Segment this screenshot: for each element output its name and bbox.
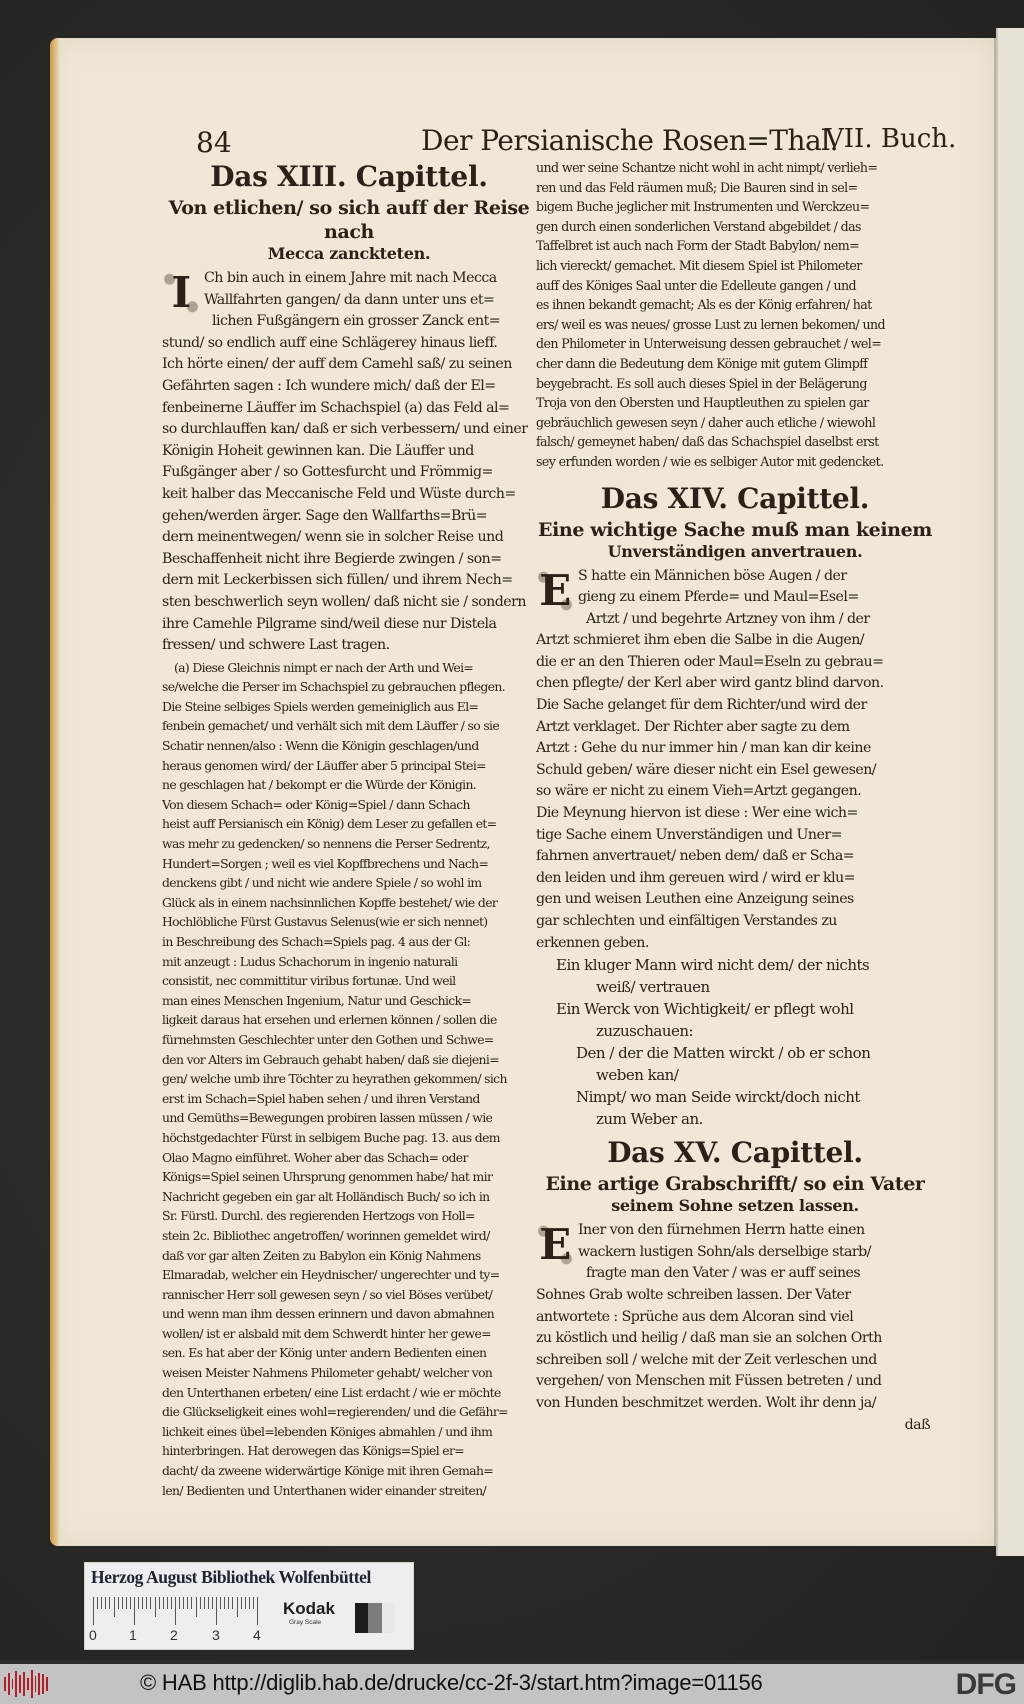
ruler-tick: [118, 1597, 119, 1609]
footnote-line: gebräuchlich gewesen seyn / daher auch etliche / wiewohl: [536, 414, 876, 430]
ruler-tick: [245, 1597, 246, 1609]
gray-patch-mid: [368, 1603, 381, 1633]
ruler-tick: [122, 1597, 123, 1609]
footnote-line: heist auff Persianisch ein König) dem Leser zu gefallen et=: [162, 816, 497, 832]
footnote-line: beygebracht. Es soll auch dieses Spiel in der Belägerung: [536, 375, 867, 391]
text-line: Schuld geben/ wäre dieser nicht ein Esel gewesen/: [536, 761, 877, 778]
footnote-line: Die Steine selbiges Spiels werden gemeiniglich aus El=: [162, 698, 479, 714]
text-line: Artzt : Gehe du nur immer hin / man kan dir keine: [536, 740, 871, 757]
footnote-line: hinterbringen. Hat derowegen das Königs=Spiel er=: [162, 1443, 464, 1459]
gray-patch-white: [382, 1603, 395, 1633]
text-line: Ich hörte einen/ der auff dem Camehl saß/ zu seinen: [162, 356, 512, 373]
footnote-line: man eines Menschen Ingenium, Natur und Geschick=: [162, 992, 472, 1008]
text-line: fressen/ und schwere Last tragen.: [162, 637, 390, 654]
ruler-tick: [224, 1597, 225, 1609]
footnote-line: Von diesem Schach= oder König=Spiel / dann Schach: [162, 796, 470, 812]
footnote-line: lich viereckt/ gemachet. Mit diesem Spiel ist Philometer: [536, 257, 862, 273]
verse-line: zuzuschauen:: [596, 1022, 694, 1041]
logo-bar: [35, 1676, 37, 1692]
ruler-tick: [196, 1597, 197, 1617]
text-line: gehen/werden ärger. Sage den Wallfarths=Brü=: [162, 507, 488, 524]
text-line: Artzt / und begehrte Artzney von ihm / der: [586, 610, 870, 627]
text-line: Beschaffenheit nicht ihre Begierde zwingen / son=: [162, 550, 502, 567]
footnote-line: Sr. Fürstl. Durchl. des regierenden Hertzogs von Holl=: [162, 1208, 475, 1224]
footnote-line: lichkeit eines übel=lebenden Königes abmahlen / und ihm: [162, 1423, 493, 1439]
logo-bar: [4, 1677, 6, 1691]
footnote-a: [162, 658, 536, 1501]
ruler-tick: [237, 1597, 238, 1617]
chapter-13-body: [162, 268, 536, 657]
footnote-line: ers/ weil es was neues/ grosse Lust zu lernen bekomen/ und: [536, 316, 885, 332]
footnote-line: Glück als in einem nachsinnlichen Kopffe bestehet/ wie der: [162, 894, 498, 910]
logo-bar: [46, 1677, 48, 1691]
text-line: keit halber das Meccanische Feld und Wüste durch=: [162, 485, 516, 502]
footnote-line: falsch/ gemeynet haben/ daß das Schachspiel daselbst erst: [536, 434, 879, 450]
text-line: antwortete : Sprüche aus dem Alcoran sind viel: [536, 1308, 854, 1325]
logo-bar: [12, 1679, 14, 1689]
chapter-13-title-line-2: Mecca zanckteten.: [267, 244, 431, 263]
ruler-tick: [101, 1597, 102, 1609]
verse-line: Nimpt/ wo man Seide wirckt/doch nicht: [576, 1088, 860, 1107]
chapter-14-verse: [536, 954, 934, 1130]
book-label: VII. Buch.: [825, 124, 957, 154]
ruler-label: 2: [170, 1627, 178, 1643]
text-line: Artzt verklaget. Der Richter aber sagte zu dem: [536, 718, 850, 735]
ruler-tick: [134, 1597, 135, 1625]
ruler-tick: [232, 1597, 233, 1609]
footnote-line: consistit, nec committitur viribus fortunæ. Und weil: [162, 973, 456, 989]
chapter-15-title-line-1: Eine artige Grabschrifft/ so ein Vater: [545, 1173, 925, 1196]
footnote-line: Königs=Spiel seinen Uhrsprung genommen habe/ hat mir: [162, 1169, 493, 1185]
footnote-line: die Glückseligkeit eines wohl=regierenden/ und die Gefähr=: [162, 1404, 508, 1420]
footnote-line: den Unterthanen erbeten/ eine List erdacht / wie er möchte: [162, 1384, 501, 1400]
logo-bar: [27, 1678, 29, 1690]
footnote-line: (a) Diese Gleichnis nimpt er nach der Arth und Wei=: [174, 659, 474, 675]
text-line: vergehen/ von Menschen mit Füssen betreten / und: [536, 1373, 882, 1390]
text-line: fahrnen anvertrauet/ neben dem/ daß er Scha=: [536, 848, 855, 865]
text-line: zu köstlich und heilig / daß man sie an solchen Orth: [536, 1330, 882, 1347]
footnote-line: Nachricht gegeben ein gar alt Holländisch Buch/ so ich in: [162, 1188, 490, 1204]
facing-page-edge: [996, 28, 1024, 1556]
text-line: erkennen geben.: [536, 934, 649, 951]
ruler-label: 0: [89, 1627, 97, 1643]
footnote-line: Schatir nennen/also : Wenn die Königin geschlagen/und: [162, 738, 479, 754]
text-line: den leiden und ihm gereuen wird / wird er klu=: [536, 869, 856, 886]
kodak-sublabel: Gray Scale: [289, 1619, 322, 1626]
catchword: daß: [904, 1416, 930, 1433]
ruler-tick: [253, 1597, 254, 1609]
chapter-14-heading: Das XIV. Capittel.: [600, 481, 870, 515]
ruler-tick: [159, 1597, 160, 1609]
footnote-line: höchstgedachter Fürst in selbigem Buche pag. 13. aus dem: [162, 1129, 500, 1145]
verse-line: weiß/ vertrauen: [596, 978, 710, 997]
footnote-line: sen. Es hat aber der König unter andern Bedienten einen: [162, 1345, 487, 1361]
dfg-logo: DFG: [955, 1668, 1016, 1701]
footnote-line: Olao Magno einführet. Woher aber das Schach= oder: [162, 1149, 468, 1165]
text-line: stund/ so endlich auff eine Schlägerey hinaus lieff.: [162, 334, 498, 351]
footnote-line: und wer seine Schantze nicht wohl in acht nimpt/ verlieh=: [536, 160, 878, 175]
text-line: sten beschwerlich seyn wollen/ daß nicht sie / sondern: [162, 593, 526, 610]
chapter-15-body: [536, 1220, 934, 1414]
chapter-14-title-line-1: Eine wichtige Sache muß man keinem: [538, 518, 932, 541]
footnote-line: gen/ welche umb ihre Töchter zu heyrathen gekommen/ sich: [162, 1071, 507, 1087]
footnote-line: und wenn man ihm dessen erinnern und davon abmahnen: [162, 1306, 495, 1322]
ruler-tick: [212, 1597, 213, 1609]
ruler-tick: [130, 1597, 131, 1609]
verse-line: Den / der die Matten wirckt / ob er schon: [576, 1044, 871, 1063]
text-line: so durchlauffen kan/ daß er sich verbessern/ und einer: [162, 421, 528, 438]
footnote-line: und Gemüths=Bewegungen probiren lassen müssen / wie: [162, 1110, 493, 1126]
logo-bar: [8, 1673, 10, 1695]
text-line: von Hunden beschmitzet werden. Wolt ihr denn ja/: [536, 1394, 876, 1411]
page-number: 84: [196, 126, 232, 159]
ruler-tick: [228, 1597, 229, 1609]
text-line: Sohnes Grab wolte schreiben lassen. Der Vater: [536, 1286, 851, 1303]
chapter-14-title-line-2: Unverständigen anvertrauen.: [607, 541, 863, 561]
ruler-tick: [142, 1597, 143, 1609]
footnote-line: cher dann die Bedeutung dem Könige mit gutem Glimpff: [536, 355, 868, 371]
footnote-line: dacht/ da zweene widerwärtige Könige mit ihren Gemah=: [162, 1463, 494, 1479]
ruler-tick: [114, 1597, 115, 1617]
footnote-line: heraus genomen wird/ der Läuffer aber 5 principal Stei=: [162, 757, 486, 773]
text-line: dern mit Leckerbissen sich füllen/ und ihrem Nech=: [162, 572, 513, 589]
text-line: lichen Fußgängern ein grosser Zanck ent=: [212, 313, 501, 330]
footnote-line: Taffelbret ist auch nach Form der Stadt Babylon/ nem=: [536, 238, 860, 254]
library-name: Herzog August Bibliothek Wolfenbüttel: [91, 1567, 371, 1587]
running-title: Der Persianische Rosen=Thal.: [421, 124, 839, 157]
footnote-line: wollen/ ist er alsbald mit dem Schwerdt hinter her gewe=: [162, 1325, 491, 1341]
footnote-line: Hundert=Sorgen ; weil es viel Kopffbrechens und Nach=: [162, 855, 489, 871]
footnote-line: bigem Buche jeglicher mit Instrumenten und Werckzeu=: [536, 199, 870, 215]
footnote-continuation: [536, 158, 934, 472]
footnote-line: ligkeit daraus hat ersehen und erlernen können / sollen die: [162, 1012, 497, 1028]
text-line: Wallfahrten gangen/ da dann unter uns et=: [204, 291, 495, 308]
gray-patch-black: [355, 1603, 368, 1633]
text-line: Die Sache gelanget für dem Richter/und wird der: [536, 697, 867, 714]
ruler-label: 1: [129, 1627, 137, 1643]
chapter-15-heading: Das XV. Capittel.: [607, 1136, 863, 1170]
ruler-tick: [191, 1597, 192, 1609]
ruler-tick: [179, 1597, 180, 1609]
footnote-line: Hochlöbliche Fürst Gustavus Selenus(wie er sich nennet): [162, 914, 488, 930]
footnote-line: weisen Meister Nahmens Philometer gehabt/ welcher von: [162, 1365, 493, 1381]
verse-line: Ein kluger Mann wird nicht dem/ der nichts: [556, 956, 870, 975]
text-line: gar schlechten und einfältigen Verstandes zu: [536, 913, 837, 929]
text-line: die er an den Thieren oder Maul=Eseln zu gebrau=: [536, 653, 884, 670]
text-line: schreiben soll / welche mit der Zeit verleschen und: [536, 1351, 877, 1368]
ruler-tick: [208, 1597, 209, 1609]
drop-cap-initial: I: [162, 270, 200, 316]
logo-bar: [38, 1673, 40, 1695]
text-line: Königin Hoheit gewinnen kan. Die Läuffer und: [162, 442, 474, 459]
hab-logo-icon: [4, 1670, 48, 1698]
footnote-line: daß vor gar alten Zeiten zu Babylon ein König Nahmens: [162, 1247, 481, 1263]
library-scale-card: [84, 1562, 414, 1650]
running-head: [50, 118, 994, 158]
verse-line: Ein Werck von Wichtigkeit/ er pflegt wohl: [556, 1000, 854, 1019]
footnote-line: mit anzeugt : Ludus Schachorum in ingenio naturali: [162, 953, 458, 969]
chapter-15-title-line-2: seinem Sohne setzen lassen.: [611, 1196, 859, 1216]
chapter-14-body: [536, 566, 934, 955]
text-line: fragte man den Vater / was er auff seines: [586, 1265, 861, 1282]
logo-bar: [19, 1675, 21, 1693]
footnote-line: auff des Königes Saal unter die Edelleute gangen / und: [536, 277, 856, 293]
chapter-13-heading: Das XIII. Capittel.: [210, 160, 488, 193]
text-line: tige Sache einem Unverständigen und Uner=: [536, 826, 842, 843]
footnote-line: es ihnen bekandt gemacht; Als es der König erfahren/ hat: [536, 297, 872, 313]
text-line: wackern lustigen Sohn/als derselbige starb/: [578, 1243, 871, 1260]
footnote-line: stein 2c. Bibliothec angetroffen/ worinnen gemeldet wird/: [162, 1227, 490, 1243]
footnote-line: gen durch einen sonderlichen Verstand abgebildet / das: [536, 218, 861, 234]
footer-bar: [0, 1664, 1024, 1704]
ruler-tick: [167, 1597, 168, 1609]
footnote-line: was mehr zu gedencken/ so nennens die Perser Sedrentz,: [162, 836, 490, 852]
text-line: S hatte ein Männichen böse Augen / der: [578, 567, 847, 584]
footnote-line: denckens gibt / und nicht wie andere Spiele / so wohl im: [162, 875, 482, 891]
footnote-line: den Philometer in Unterweisung dessen gebrauchet / wel=: [536, 336, 882, 352]
ruler-tick: [93, 1597, 94, 1625]
page-gutter: [994, 38, 996, 1546]
footnote-line: fenbein gemachet/ und verhält sich mit dem Läuffer / so sie: [162, 718, 500, 734]
ruler-tick: [220, 1597, 221, 1609]
page-fore-edge: [50, 38, 60, 1546]
text-line: gen und weisen Leuthen eine Anzeigung seines: [536, 891, 854, 908]
ruler-tick: [249, 1597, 250, 1609]
footnote-line: in Beschreibung des Schach=Spiels pag. 4 aus der Gl:: [162, 934, 471, 949]
ruler-tick: [171, 1597, 172, 1609]
drop-cap-initial: E: [536, 568, 574, 614]
gray-scale-patches: [355, 1603, 395, 1633]
source-link[interactable]: © HAB http://diglib.hab.de/drucke/cc-2f-3/start.htm?image=01156: [140, 1670, 763, 1695]
text-line: Artzt schmieret ihm eben die Salbe in die Augen/: [536, 632, 865, 649]
ruler-tick: [175, 1597, 176, 1625]
left-column: [162, 160, 536, 1500]
logo-bar: [31, 1670, 33, 1698]
kodak-label: Kodak: [283, 1599, 335, 1618]
text-line: Die Meynung hiervon ist diese : Wer eine wich=: [536, 805, 858, 822]
footnote-line: len/ Bedienten und Unterthanen wider einander streiten/: [162, 1482, 487, 1498]
text-line: Ch bin auch in einem Jahre mit nach Mecca: [204, 270, 497, 286]
ruler-tick: [150, 1597, 151, 1609]
ruler-tick: [216, 1597, 217, 1625]
logo-bar: [15, 1671, 17, 1697]
verse-line: weben kan/: [596, 1066, 679, 1085]
footnote-line: Troja von den Obersten und Hauptleuthen zu spielen gar: [536, 395, 869, 411]
ruler-tick: [155, 1597, 156, 1617]
text-line: Gefährten sagen : Ich wundere mich/ daß der El=: [162, 377, 496, 394]
footnote-line: Elmaradab, welcher ein Heydnischer/ ungerechter und ty=: [162, 1267, 500, 1283]
ruler-tick: [241, 1597, 242, 1609]
ruler-tick: [200, 1597, 201, 1609]
ruler-tick: [163, 1597, 164, 1609]
verse-line: zum Weber an.: [596, 1110, 703, 1129]
logo-bar: [23, 1672, 25, 1696]
ruler-label: 4: [253, 1627, 261, 1643]
ruler-tick: [138, 1597, 139, 1609]
ruler-tick: [183, 1597, 184, 1609]
ruler-tick: [204, 1597, 205, 1609]
text-line: chen pflegte/ der Kerl aber wird gantz blind darvon.: [536, 675, 884, 692]
footnote-line: rannischer Herr soll gewesen seyn / so viel Böses verübet/: [162, 1286, 493, 1302]
logo-bar: [42, 1674, 44, 1694]
ruler-tick: [146, 1597, 147, 1609]
text-line: so wäre er nicht zu einem Vieh=Artzt gegangen.: [536, 783, 862, 800]
centimeter-ruler: [93, 1597, 268, 1627]
text-line: gieng zu einem Pferde= und Maul=Esel=: [578, 589, 859, 606]
ruler-labels: [89, 1627, 289, 1645]
ruler-tick: [105, 1597, 106, 1609]
footnote-line: erst im Schach=Spiel haben sehen / und ihren Verstand: [162, 1090, 480, 1106]
footnote-line: se/welche die Perser im Schachspiel zu gebrauchen pflegen.: [162, 679, 505, 695]
ruler-tick: [257, 1597, 258, 1625]
footnote-line: sey erfunden worden / wie es selbiger Autor mit gedencket.: [536, 453, 884, 469]
chapter-13-title-line-1: Von etlichen/ so sich auff der Reise nach: [168, 197, 530, 243]
ruler-tick: [187, 1597, 188, 1609]
right-column: [536, 158, 934, 1436]
ruler-tick: [109, 1597, 110, 1609]
footnote-line: fürnehmsten Geschlechter unter den Gothen und Schwe=: [162, 1031, 494, 1047]
text-line: Iner von den fürnehmen Herrn hatte einen: [578, 1222, 865, 1239]
text-line: dern meinentwegen/ wenn sie in solcher Reise und: [162, 529, 504, 546]
ruler-tick: [126, 1597, 127, 1609]
ruler-label: 3: [212, 1627, 220, 1643]
footnote-line: den vor Alters im Gebrauch gehabt haben/ daß sie diejeni=: [162, 1051, 499, 1067]
text-line: ihre Camehle Pilgrame sind/weil diese nur Distela: [162, 615, 497, 632]
drop-cap-initial: E: [536, 1222, 574, 1268]
footnote-line: ren und das Feld räumen muß; Die Bauren sind in sel=: [536, 179, 858, 195]
text-line: fenbeinerne Läuffer im Schachspiel (a) das Feld al=: [162, 399, 510, 416]
footnote-line: ne geschlagen hat / bekompt er die Würde der Königin.: [162, 777, 477, 793]
ruler-tick: [97, 1597, 98, 1609]
text-line: Fußgänger aber / so Gottesfurcht und Frömmig=: [162, 464, 493, 481]
